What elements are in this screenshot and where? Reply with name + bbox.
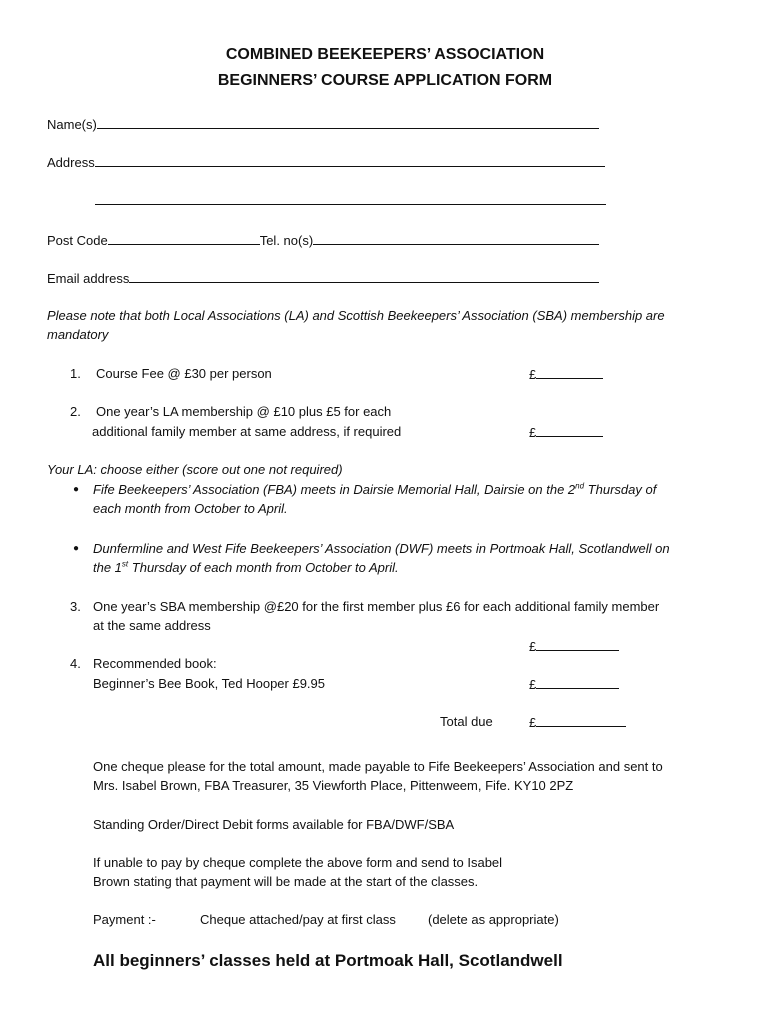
item3-number: 3. xyxy=(70,599,81,614)
form-title-line2: BEGINNERS’ COURSE APPLICATION FORM xyxy=(217,72,553,89)
dwf-text-end: Thursday of each month from October to April. xyxy=(128,560,399,575)
currency-symbol: £ xyxy=(529,677,537,692)
cheque-line2: Mrs. Isabel Brown, FBA Treasurer, 35 Viewforth Place, Pittenweem, Fife. KY10 2PZ xyxy=(93,778,574,793)
item2-text-line2: additional family member at same address, if required xyxy=(92,424,402,439)
address-label: Address xyxy=(47,155,95,170)
total-label: Total due xyxy=(440,714,493,729)
address-row xyxy=(47,152,605,172)
fba-line1 xyxy=(93,480,656,499)
item4-text-line2: Beginner’s Bee Book, Ted Hooper £9.95 xyxy=(93,676,326,691)
item3-text-line1: One year’s SBA membership @£20 for the first member plus £6 for each additional family member xyxy=(93,599,660,614)
email-row xyxy=(47,268,599,288)
tel-field[interactable] xyxy=(313,230,599,245)
item4-amount xyxy=(529,674,619,694)
name-label: Name(s) xyxy=(47,117,97,132)
fba-text-end: Thursday of xyxy=(584,482,657,497)
item3-text-line2: at the same address xyxy=(93,618,211,633)
total-amount xyxy=(529,712,626,732)
item2-text-line1: One year’s LA membership @ £10 plus £5 for each xyxy=(96,404,392,419)
dwf-text: the 1 xyxy=(93,560,122,575)
item1-number: 1. xyxy=(70,366,81,381)
total-amount-field[interactable] xyxy=(536,712,626,727)
unable-line1: If unable to pay by cheque complete the above form and send to Isabel xyxy=(93,855,503,870)
tel-label: Tel. no(s) xyxy=(259,233,314,248)
item1-amount xyxy=(529,364,603,384)
payment-options[interactable]: Cheque attached/pay at first class xyxy=(200,912,396,927)
item1-amount-field[interactable] xyxy=(536,364,603,379)
item4-text-line1: Recommended book: xyxy=(93,656,217,671)
la-heading: Your LA: choose either (score out one not required) xyxy=(47,462,343,477)
fba-ordinal: nd xyxy=(575,481,585,491)
currency-symbol: £ xyxy=(529,367,537,382)
address-field-line1[interactable] xyxy=(95,152,605,167)
item1-text: Course Fee @ £30 per person xyxy=(96,366,272,381)
currency-symbol: £ xyxy=(529,715,537,730)
dwf-line1: Dunfermline and West Fife Beekeepers’ Association (DWF) meets in Portmoak Hall, Scotlandwell on xyxy=(93,541,670,556)
membership-note-line2: mandatory xyxy=(47,327,109,342)
postcode-field[interactable] xyxy=(108,230,260,245)
item2-number: 2. xyxy=(70,404,81,419)
email-field[interactable] xyxy=(129,268,599,283)
item3-amount xyxy=(529,636,619,656)
dwf-line2 xyxy=(93,558,399,577)
fba-line2: each month from October to April. xyxy=(93,501,288,516)
bullet-icon: ● xyxy=(73,484,80,495)
venue-footer: All beginners’ classes held at Portmoak Hall, Scotlandwell xyxy=(93,951,563,970)
item2-amount xyxy=(529,422,603,442)
form-title-line1: COMBINED BEEKEEPERS’ ASSOCIATION xyxy=(225,46,545,63)
dwf-ordinal: st xyxy=(121,559,129,569)
item2-amount-field[interactable] xyxy=(536,422,603,437)
address-field-line2[interactable] xyxy=(95,190,606,205)
fba-text: Fife Beekeepers’ Association (FBA) meets in Dairsie Memorial Hall, Dairsie on the 2 xyxy=(93,482,576,497)
item4-number: 4. xyxy=(70,656,81,671)
name-row xyxy=(47,114,599,134)
membership-note-line1: Please note that both Local Associations (LA) and Scottish Beekeepers’ Association (SBA) membership are xyxy=(47,308,665,323)
item3-amount-field[interactable] xyxy=(536,636,619,651)
cheque-line1: One cheque please for the total amount, made payable to Fife Beekeepers’ Association and sent to xyxy=(93,759,663,774)
name-field[interactable] xyxy=(97,114,599,129)
currency-symbol: £ xyxy=(529,425,537,440)
address-row-2 xyxy=(95,190,606,210)
item4-amount-field[interactable] xyxy=(536,674,619,689)
postcode-label: Post Code xyxy=(47,233,108,248)
currency-symbol: £ xyxy=(529,639,537,654)
standing-order-note: Standing Order/Direct Debit forms available for FBA/DWF/SBA xyxy=(93,817,455,832)
payment-note: (delete as appropriate) xyxy=(428,912,559,927)
bullet-icon: ● xyxy=(73,543,80,554)
email-label: Email address xyxy=(47,271,130,286)
postcode-tel-row xyxy=(47,230,599,250)
payment-label: Payment :- xyxy=(93,912,156,927)
unable-line2: Brown stating that payment will be made at the start of the classes. xyxy=(93,874,479,889)
